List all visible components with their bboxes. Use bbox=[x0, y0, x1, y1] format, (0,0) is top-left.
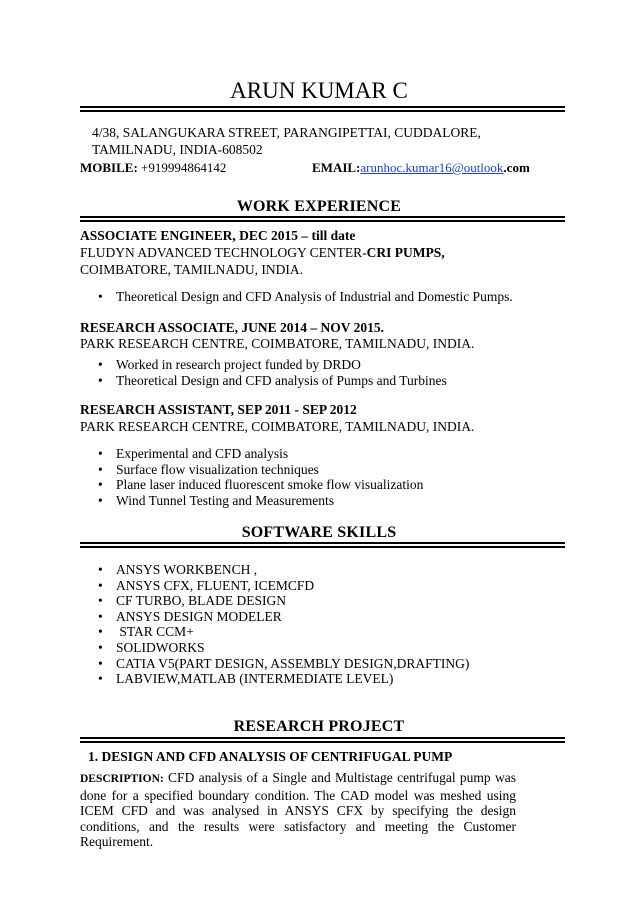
software-skills-rule bbox=[80, 542, 565, 548]
mobile-value: +919994864142 bbox=[141, 160, 227, 175]
job-2-org: PARK RESEARCH CENTRE, COIMBATORE, TAMILNADU, INDIA. bbox=[80, 336, 475, 351]
list-item: • STAR CCM+ bbox=[98, 624, 469, 640]
list-item: • CF TURBO, BLADE DESIGN bbox=[98, 593, 469, 609]
list-item: • Theoretical Design and CFD analysis of Pumps and Turbines bbox=[98, 373, 447, 389]
mobile bbox=[80, 160, 226, 176]
job-2-role: RESEARCH ASSOCIATE, JUNE 2014 – NOV 2015. bbox=[80, 320, 385, 335]
description-text: CFD analysis of a Single and Multistage centrifugal pump was done for a specified boundary condition. The CAD model was meshed using ICEM CFD and was analysed in ANSYS CFX by specifying the design conditions, and the results were satisfactory and meeting the Customer Requirement. bbox=[80, 770, 516, 849]
list-item: • LABVIEW,MATLAB (INTERMEDIATE LEVEL) bbox=[98, 671, 469, 687]
mobile-label: MOBILE: bbox=[80, 160, 138, 175]
list-item: • ANSYS WORKBENCH , bbox=[98, 562, 469, 578]
list-item: • Experimental and CFD analysis bbox=[98, 446, 423, 462]
list-item: • Surface flow visualization techniques bbox=[98, 462, 423, 478]
list-item: • CATIA V5(PART DESIGN, ASSEMBLY DESIGN,DRAFTING) bbox=[98, 656, 469, 672]
project-description bbox=[80, 770, 516, 850]
job-2-bullets bbox=[98, 357, 447, 388]
list-item: • ANSYS CFX, FLUENT, ICEMCFD bbox=[98, 578, 469, 594]
email bbox=[312, 160, 530, 176]
address-line-2: TAMILNADU, INDIA-608502 bbox=[92, 142, 263, 157]
job-3-role: RESEARCH ASSISTANT, SEP 2011 - SEP 2012 bbox=[80, 402, 357, 417]
job-1-role: ASSOCIATE ENGINEER, DEC 2015 – till date bbox=[80, 228, 356, 243]
list-item: • Plane laser induced fluorescent smoke flow visualization bbox=[98, 477, 423, 493]
project-title: 1. DESIGN AND CFD ANALYSIS OF CENTRIFUGAL PUMP bbox=[88, 749, 453, 764]
email-suffix: .com bbox=[503, 160, 530, 175]
list-item: • ANSYS DESIGN MODELER bbox=[98, 609, 469, 625]
research-project-heading: RESEARCH PROJECT bbox=[233, 718, 405, 735]
software-skills-heading: SOFTWARE SKILLS bbox=[241, 524, 397, 541]
job-1-location: COIMBATORE, TAMILNADU, INDIA. bbox=[80, 262, 304, 277]
job-1-org bbox=[80, 244, 445, 261]
list-item: • Wind Tunnel Testing and Measurements bbox=[98, 493, 423, 509]
research-project-rule bbox=[80, 737, 565, 743]
job-3-bullets bbox=[98, 446, 423, 508]
email-label: EMAIL: bbox=[312, 160, 361, 175]
software-skills-list bbox=[98, 562, 469, 687]
address-line-1: 4/38, SALANGUKARA STREET, PARANGIPETTAI, CUDDALORE, bbox=[92, 125, 481, 140]
email-link[interactable]: arunhoc.kumar16@outlook bbox=[360, 160, 504, 175]
candidate-name: ARUN KUMAR C bbox=[230, 78, 408, 103]
work-experience-heading: WORK EXPERIENCE bbox=[236, 198, 402, 215]
list-item: • Theoretical Design and CFD Analysis of Industrial and Domestic Pumps. bbox=[98, 289, 513, 305]
job-1-org-client: CRI PUMPS, bbox=[366, 245, 445, 260]
description-label: DESCRIPTION: bbox=[80, 773, 164, 785]
job-3-org: PARK RESEARCH CENTRE, COIMBATORE, TAMILNADU, INDIA. bbox=[80, 419, 475, 434]
job-1-org-name: FLUDYN ADVANCED TECHNOLOGY CENTER- bbox=[80, 245, 367, 260]
list-item: • SOLIDWORKS bbox=[98, 640, 469, 656]
job-1-bullets bbox=[98, 289, 513, 305]
list-item: • Worked in research project funded by DRDO bbox=[98, 357, 447, 373]
work-experience-rule bbox=[80, 216, 565, 222]
header-rule bbox=[80, 106, 565, 112]
